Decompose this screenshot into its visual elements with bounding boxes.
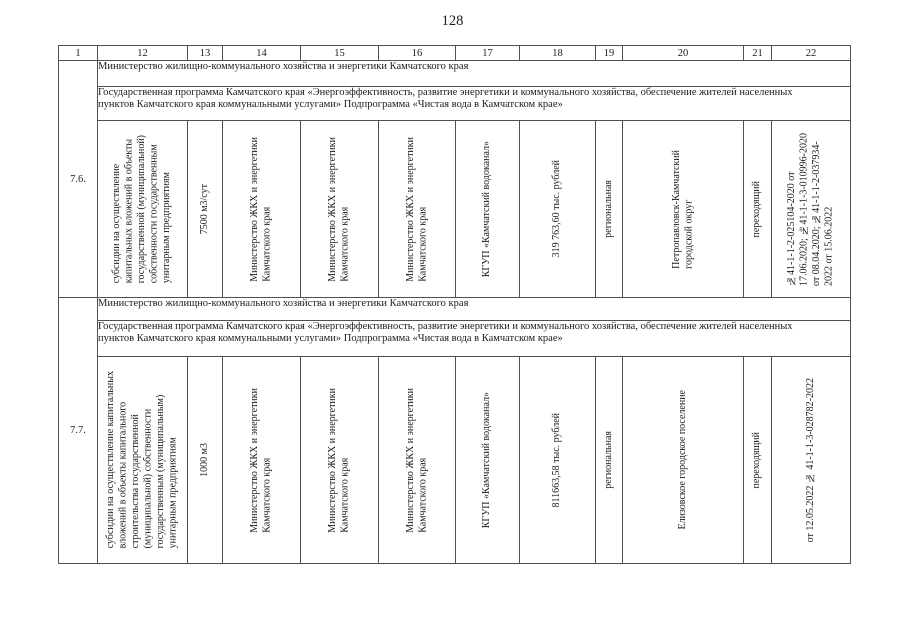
header-col-1: 1 bbox=[59, 46, 98, 61]
table-row bbox=[59, 357, 851, 564]
program-name: Государственная программа Камчатского края «Энергоэффективность, развитие энергетики и коммунального хозяйства, обеспечение жителей населенных пунктов Камчатского края коммунальными услугами» Подпрограмма «Чистая вода в Камчатском крае» bbox=[98, 87, 851, 121]
page-number: 128 bbox=[441, 13, 464, 29]
data-cell-col-15 bbox=[301, 121, 379, 298]
ministry-col-14: Министерство ЖКХ и энергетики Камчатского края bbox=[249, 387, 273, 533]
ministry-name: Министерство жилищно-коммунального хозяйства и энергетики Камчатского края bbox=[98, 61, 851, 87]
cost: 319 763,60 тыс. рублей bbox=[551, 160, 563, 258]
data-cell-col-15 bbox=[301, 357, 379, 564]
municipality: Елизовское городское поселение bbox=[676, 390, 688, 530]
document-refs: от 12.05.2022 № 41-1-1-3-028782-2022 bbox=[804, 377, 816, 543]
data-cell-col-16 bbox=[379, 357, 456, 564]
municipality: Петропавловск-Камчатский городской округ bbox=[670, 149, 694, 269]
header-col-22: 22 bbox=[772, 46, 851, 61]
level: региональная bbox=[602, 180, 614, 238]
header-col-17: 17 bbox=[456, 46, 520, 61]
data-cell-col-20 bbox=[623, 357, 744, 564]
capacity: 7500 м3/сут bbox=[198, 183, 210, 235]
data-cell-col-16 bbox=[379, 121, 456, 298]
data-cell-col-22 bbox=[772, 121, 851, 298]
data-cell-col-19 bbox=[596, 357, 623, 564]
ministry-name: Министерство жилищно-коммунального хозяйства и энергетики Камчатского края bbox=[98, 298, 851, 321]
data-cell-col-17 bbox=[456, 357, 520, 564]
header-col-21: 21 bbox=[744, 46, 772, 61]
data-cell-col-12 bbox=[98, 121, 188, 298]
projects-table bbox=[58, 45, 851, 564]
ministry-col-14: Министерство ЖКХ и энергетики Камчатского края bbox=[249, 136, 273, 282]
header-col-16: 16 bbox=[379, 46, 456, 61]
cost: 811663,58 тыс. рублей bbox=[551, 412, 563, 508]
subsidy-type: субсидии на осуществление капитальных вложений в объекты государственной (муниципальной) собственности государственным унитарным предприятиям bbox=[111, 134, 173, 284]
data-cell-col-13 bbox=[188, 121, 223, 298]
ministry-col-15: Министерство ЖКХ и энергетики Камчатского края bbox=[327, 387, 351, 533]
data-cell-col-14 bbox=[223, 121, 301, 298]
data-cell-col-22 bbox=[772, 357, 851, 564]
ministry-col-16: Министерство ЖКХ и энергетики Камчатского края bbox=[404, 136, 428, 282]
program-row bbox=[59, 321, 851, 357]
data-cell-col-14 bbox=[223, 357, 301, 564]
data-cell-col-21 bbox=[744, 121, 772, 298]
data-cell-col-17 bbox=[456, 121, 520, 298]
status: переходящий bbox=[751, 431, 763, 489]
subsidy-type: субсидии на осуществление капитальных вложений в объекты капитального строительства государственной (муниципальной) собственности государственным (муниципальным) унитарным предприятиям bbox=[105, 371, 179, 549]
header-col-12: 12 bbox=[98, 46, 188, 61]
ministry-row bbox=[59, 298, 851, 321]
header-col-13: 13 bbox=[188, 46, 223, 61]
header-col-14: 14 bbox=[223, 46, 301, 61]
ministry-col-15: Министерство ЖКХ и энергетики Камчатского края bbox=[327, 136, 351, 282]
header-col-15: 15 bbox=[301, 46, 379, 61]
program-name: Государственная программа Камчатского края «Энергоэффективность, развитие энергетики и коммунального хозяйства, обеспечение жителей населенных пунктов Камчатского края коммунальными услугами» Подпрограмма «Чистая вода в Камчатском крае» bbox=[98, 321, 851, 357]
header-col-20: 20 bbox=[623, 46, 744, 61]
ministry-col-16: Министерство ЖКХ и энергетики Камчатского края bbox=[404, 387, 428, 533]
row-number: 7.6. bbox=[59, 61, 98, 298]
capacity: 1000 м3 bbox=[198, 443, 210, 477]
recipient: КГУП «Камчатский водоканал» bbox=[481, 391, 493, 529]
program-row bbox=[59, 87, 851, 121]
document-refs: №41-1-1-2-025104-2020 от 17.06.2020; №41-1-1-3-010996-2020 от 08.04.2020; №41-1-1-2-037934- 2022 от 15.06.2022 bbox=[786, 132, 835, 286]
recipient: КГУП «Камчатский водоканал» bbox=[481, 140, 493, 278]
data-cell-col-21 bbox=[744, 357, 772, 564]
header-col-19: 19 bbox=[596, 46, 623, 61]
data-cell-col-13 bbox=[188, 357, 223, 564]
row-number: 7.7. bbox=[59, 298, 98, 564]
data-cell-col-19 bbox=[596, 121, 623, 298]
data-cell-col-18 bbox=[520, 121, 596, 298]
data-cell-col-20 bbox=[623, 121, 744, 298]
table-row bbox=[59, 121, 851, 298]
table-header-row bbox=[59, 46, 851, 61]
data-cell-col-12 bbox=[98, 357, 188, 564]
header-col-18: 18 bbox=[520, 46, 596, 61]
level: региональная bbox=[602, 431, 614, 489]
ministry-row bbox=[59, 61, 851, 87]
data-cell-col-18 bbox=[520, 357, 596, 564]
status: переходящий bbox=[751, 180, 763, 238]
